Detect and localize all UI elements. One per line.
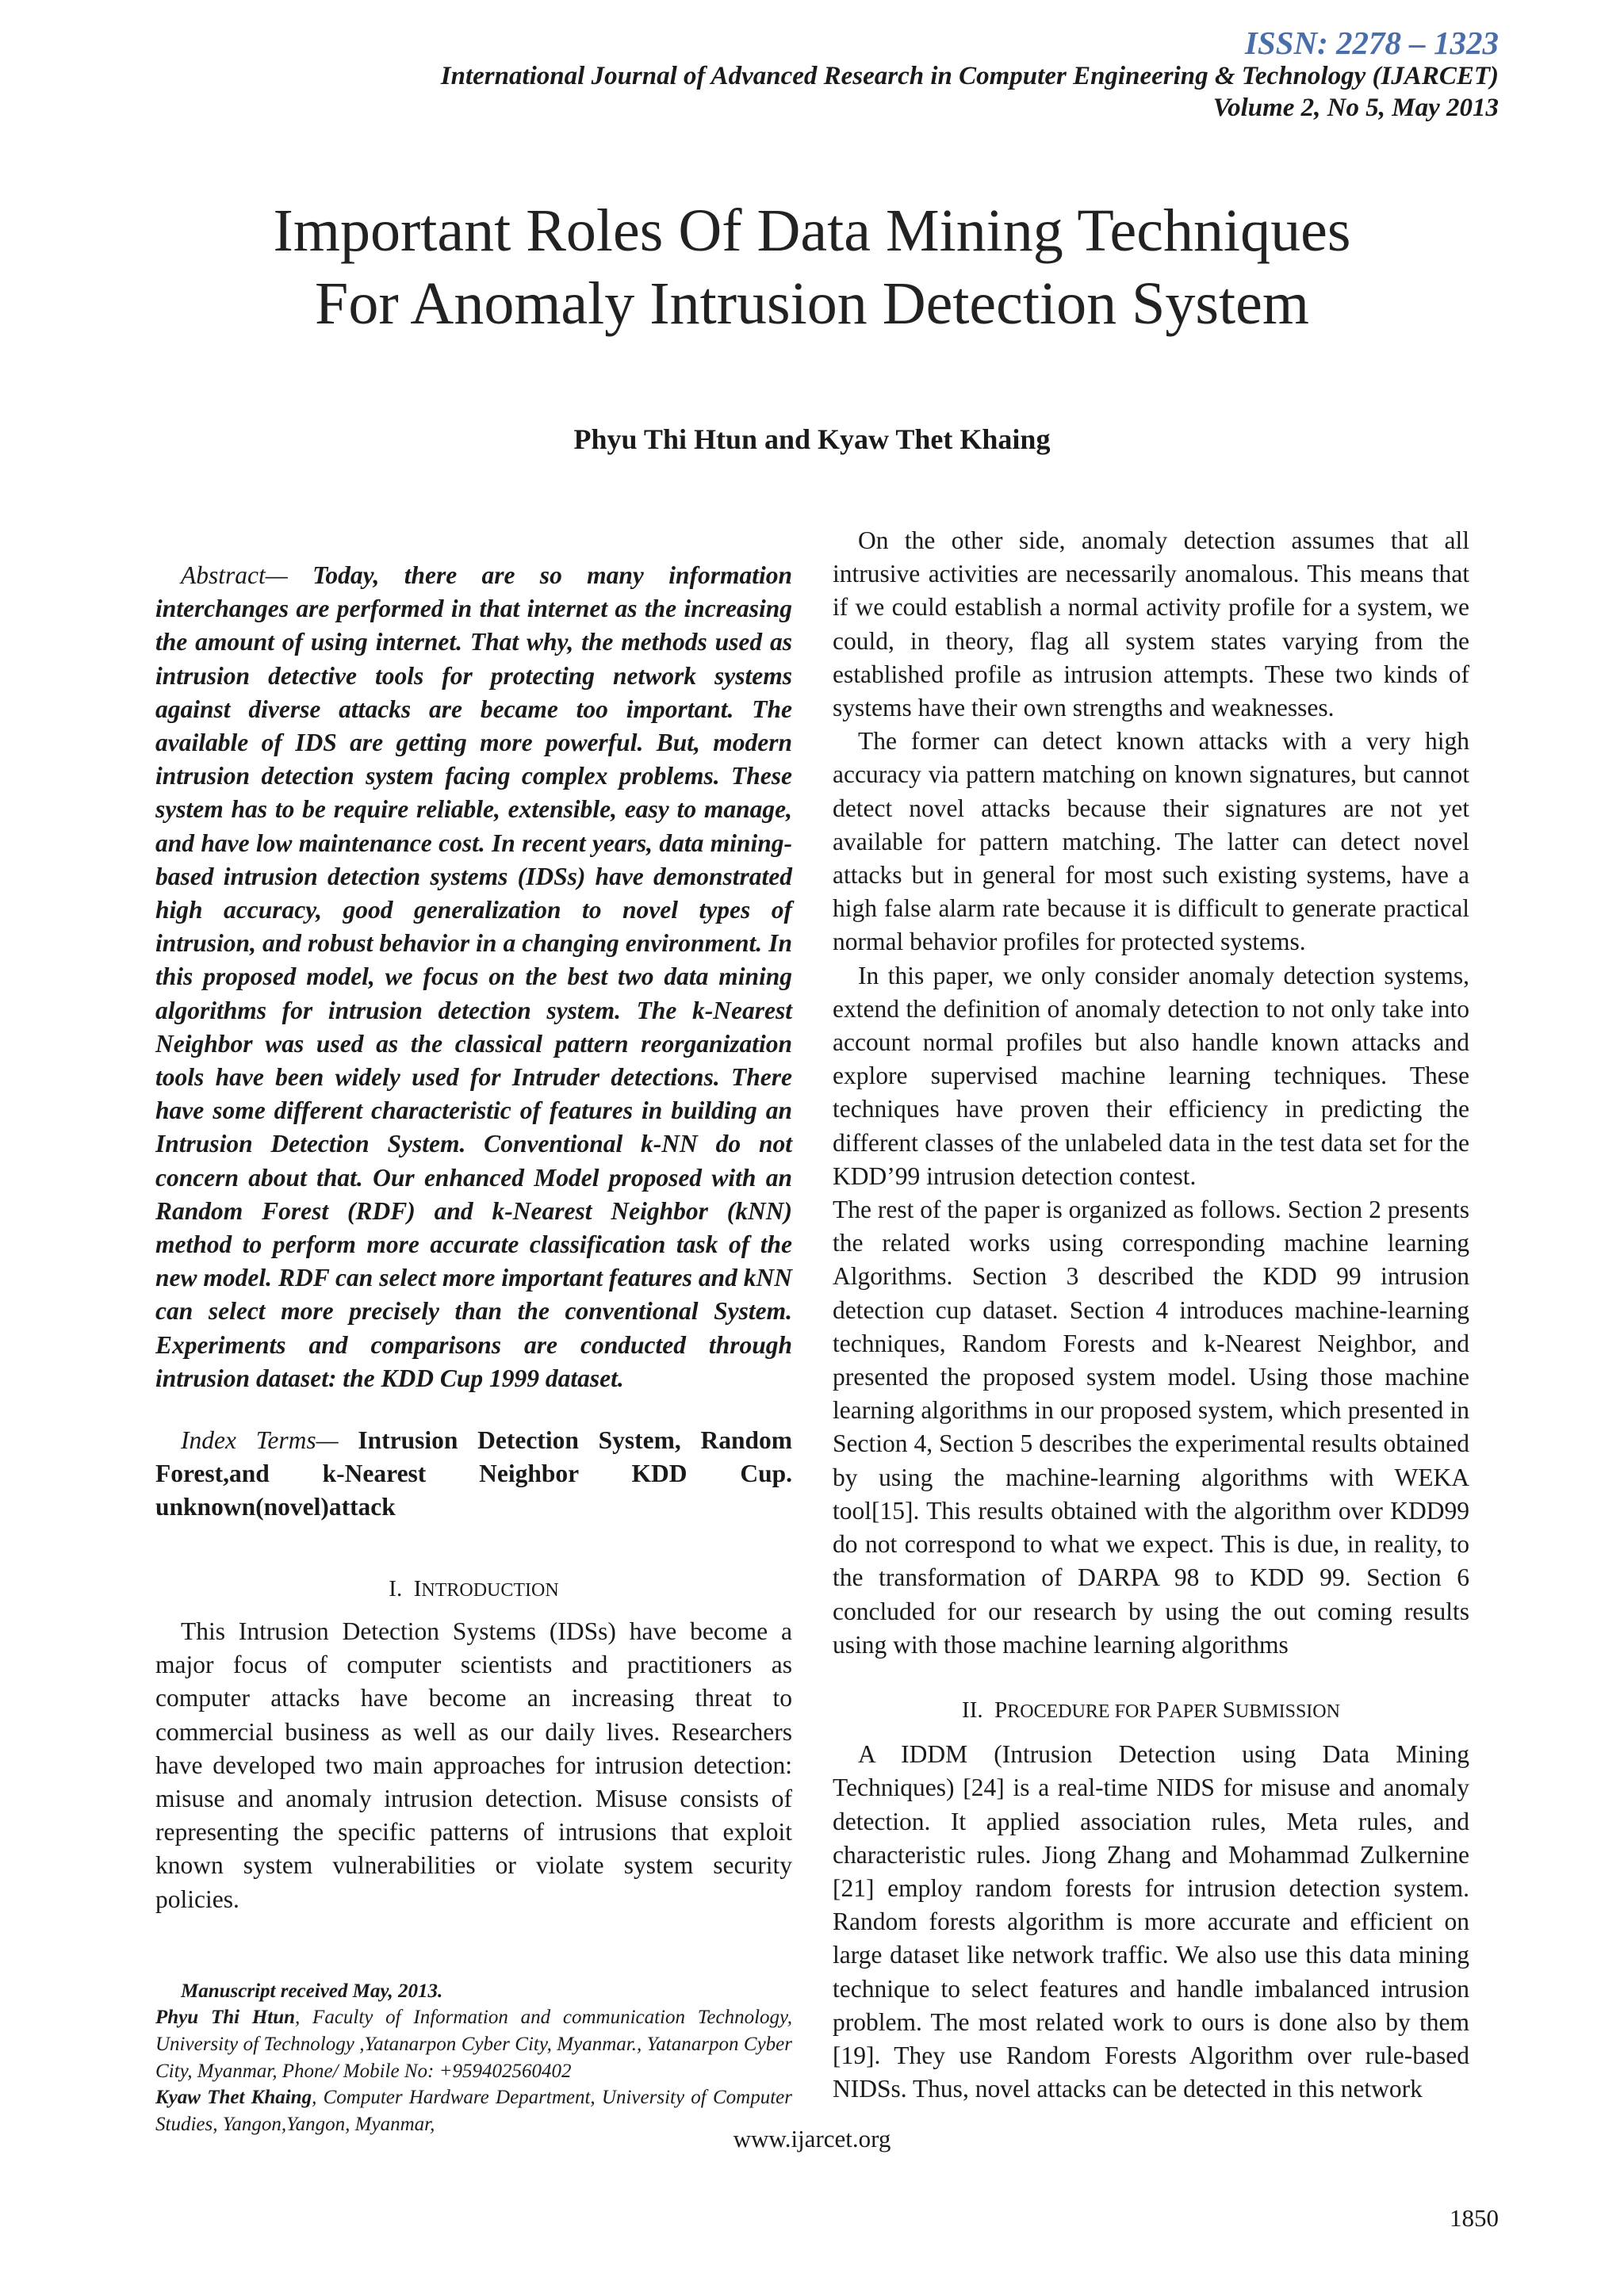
paragraph-organization: The rest of the paper is organized as follows. Section 2 presents the related works using corresponding machine learning Algorithms. Section 3 described the KDD 99 intrusion detection cup dataset. Section 4 introduces machine-learning techniques, Random Forests and k-Nearest Neighbor, and presented the proposed system model. Using those machine learning algorithms in our proposed system, which presented in Section 4, Section 5 describes the experimental results obtained by using the machine-learning algorithms with WEKA tool[15]. This results obtained with the algorithm over KDD99 do not correspond to what we expect. This is due, in reality, to the transformation of DARPA 98 to KDD 99. Section 6 concluded for our research by using the out coming results using with those machine learning algorithms: [833, 1196, 1469, 1659]
footnote-author2-text: , Computer Hardware Department, University of Computer Studies, Yangon,Yangon, Myanmar,: [155, 2087, 793, 2135]
index-terms: [155, 1424, 792, 1525]
journal-name: International Journal of Advanced Research in Computer Engineering & Technology (IJARCET): [440, 62, 1499, 90]
paragraph-this-paper: In this paper, we only consider anomaly detection systems, extend the definition of anomaly detection to not only take into account normal profiles but also handle known attacks and explore supervised machine learning techniques. These techniques have proven their efficiency in predicting the different classes of the unlabeled data in the test data set for the KDD’99 intrusion detection contest.: [833, 961, 1469, 1190]
authors: Phyu Thi Htun and Kyaw Thet Khaing: [573, 423, 1051, 455]
abstract-label: Abstract—: [181, 561, 288, 589]
index-terms-text: Intrusion Detection System, Random Forest,and k-Nearest Neighbor KDD Cup. unknown(novel)attack: [155, 1426, 792, 1521]
left-column: [155, 559, 792, 2137]
footnote-author2-name: Kyaw Thet Khaing: [155, 2087, 312, 2109]
index-terms-label: Index Terms—: [181, 1426, 339, 1455]
title-line-2: For Anomaly Intrusion Detection System: [315, 270, 1309, 337]
abstract: [155, 559, 792, 1395]
paragraph-anomaly: On the other side, anomaly detection assumes that all intrusive activities are necessarily anomalous. This means that if we could establish a normal activity profile for a system, we could, in theory, flag all system states varying from the established profile as intrusion attempts. These two kinds of systems have their own strengths and weaknesses.: [833, 526, 1469, 722]
footnote-author1-text: , Faculty of Information and communication Technology, University of Technology ,Yatanarpon Cyber City, Myanmar., Yatanarpon Cyber City, Myanmar, Phone/ Mobile No: +959402560402: [155, 2007, 792, 2082]
footer-website: www.ijarcet.org: [733, 2125, 891, 2152]
paragraph-former: The former can detect known attacks with a very high accuracy via pattern matching on known signatures, but cannot detect novel attacks because their signatures are not yet available for pattern matching. The latter can detect novel attacks but in general for most such existing systems, have a high false alarm rate because it is difficult to generate practical normal behavior profiles for protected systems.: [833, 727, 1469, 956]
abstract-text: Today, there are so many information interchanges are performed in that internet as the increasing the amount of using internet. That why, the methods used as intrusion detective tools for protecting network systems against diverse attacks are became too important. The available of IDS are getting more powerful. But, modern intrusion detection system facing complex problems. These system has to be require reliable, extensible, easy to manage, and have low maintenance cost. In recent years, data mining-based intrusion detection systems (IDSs) have demonstrated high accuracy, good generalization to novel types of intrusion, and robust behavior in a changing environment. In this proposed model, we focus on the best two data mining algorithms for intrusion detection system. The k-Nearest Neighbor was used as the classical pattern reorganization tools have been widely used for Intruder detections. There have some different characteristic of features in building an Intrusion Detection System. Conventional k-NN do not concern about that. Our enhanced Model proposed with an Random Forest (RDF) and k-Nearest Neighbor (kNN) method to perform more accurate classification task of the new model. RDF can select more important features and kNN can select more precisely than the conventional System. Experiments and comparisons are conducted through intrusion dataset: the KDD Cup 1999 dataset.: [155, 561, 792, 1392]
paragraph-iddm: A IDDM (Intrusion Detection using Data Mining Techniques) [24] is a real-time NIDS for misuse and anomaly detection. It applied association rules, Meta rules, and characteristic rules. Jiong Zhang and Mohammad Zulkernine [21] employ random forests for intrusion detection system. Random forests algorithm is more accurate and efficient on large dataset like network traffic. We also use this data mining technique to select features and handle imbalanced intrusion problem. The most related work to ours is done also by them [19]. They use Random Forests Algorithm over rule-based NIDSs. Thus, novel attacks can be detected in this network: [833, 1740, 1469, 2103]
section-heading-introduction: I. INTRODUCTION: [389, 1575, 559, 1601]
section-heading-procedure: II. PROCEDURE FOR PAPER SUBMISSION: [962, 1697, 1340, 1723]
footnote: [155, 1978, 792, 2138]
introduction-paragraph: This Intrusion Detection Systems (IDSs) have become a major focus of computer scientists and practitioners as computer attacks have become an increasing threat to commercial business as well as our daily lives. Researchers have developed two main approaches for intrusion detection: misuse and anomaly intrusion detection. Misuse consists of representing the specific patterns of intrusions that exploit known system vulnerabilities or violate system security policies.: [155, 1617, 792, 1913]
manuscript-received: Manuscript received May, 2013.: [181, 1980, 443, 2002]
page-number: 1850: [1450, 2204, 1499, 2232]
paper-title: [0, 194, 1624, 340]
issn: ISSN: 2278 – 1323: [1244, 25, 1499, 61]
title-line-1: Important Roles Of Data Mining Techniques: [273, 197, 1351, 264]
right-column: [833, 524, 1469, 2106]
footnote-author1-name: Phyu Thi Htun: [155, 2007, 296, 2029]
journal-volume: Volume 2, No 5, May 2013: [1212, 94, 1499, 122]
